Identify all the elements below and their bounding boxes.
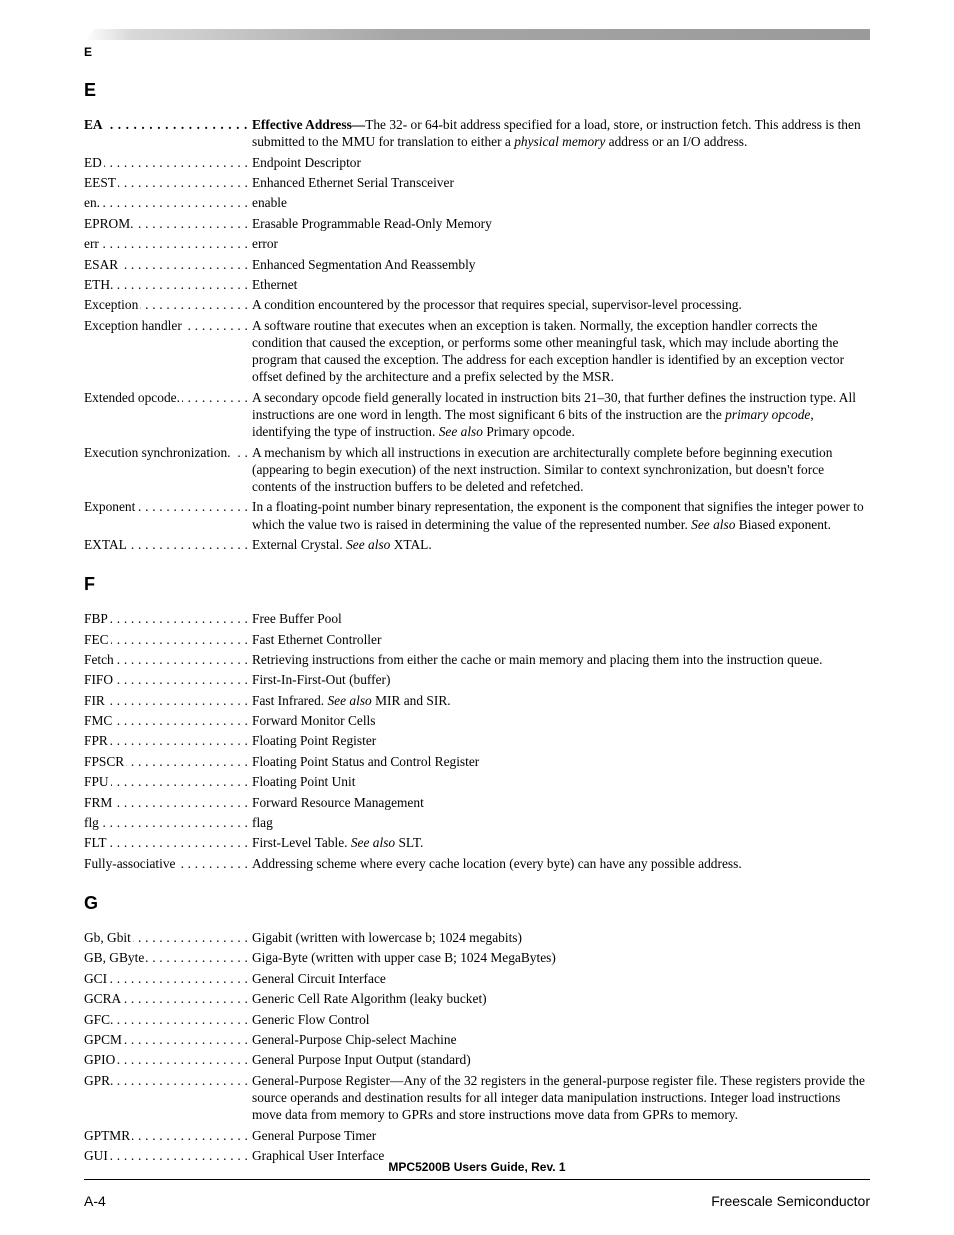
glossary-definition xyxy=(252,794,870,811)
glossary-term xyxy=(84,855,252,872)
glossary-entry xyxy=(84,651,870,668)
glossary-definition xyxy=(252,834,870,851)
glossary-definition xyxy=(252,610,870,627)
footer-rule xyxy=(84,1179,870,1180)
glossary-term-text: FPU xyxy=(84,774,109,790)
glossary-term xyxy=(84,671,252,688)
glossary-term-text: Exception handler xyxy=(84,317,182,333)
glossary-entry xyxy=(84,794,870,811)
glossary-term-text: flg xyxy=(84,815,99,831)
definition-emphasis: See also xyxy=(327,692,372,708)
definition-text: flag xyxy=(252,815,273,831)
glossary-term xyxy=(84,389,252,406)
glossary-term xyxy=(84,651,252,668)
definition-text: Free Buffer Pool xyxy=(252,611,342,627)
glossary-entry xyxy=(84,235,870,252)
definition-emphasis: See also xyxy=(438,424,483,440)
glossary-term xyxy=(84,256,252,273)
glossary-content xyxy=(84,78,870,1167)
glossary-term xyxy=(84,1051,252,1068)
glossary-section-g xyxy=(84,891,870,1164)
footer-company: Freescale Semiconductor xyxy=(711,1193,870,1209)
glossary-definition xyxy=(252,317,870,386)
glossary-term-text: GPR. xyxy=(84,1072,114,1088)
glossary-definition xyxy=(252,1011,870,1028)
glossary-entry xyxy=(84,256,870,273)
glossary-term xyxy=(84,194,252,211)
glossary-entry xyxy=(84,1072,870,1124)
glossary-entry xyxy=(84,116,870,150)
definition-emphasis: physical memory xyxy=(514,134,606,150)
glossary-term-text: GPCM xyxy=(84,1031,122,1047)
glossary-definition xyxy=(252,116,870,150)
glossary-definition xyxy=(252,174,870,191)
definition-text: SLT. xyxy=(395,835,424,851)
glossary-definition xyxy=(252,732,870,749)
definition-text: Ethernet xyxy=(252,276,298,292)
definition-text: Generic Flow Control xyxy=(252,1011,370,1027)
glossary-term xyxy=(84,116,252,133)
glossary-section-e xyxy=(84,78,870,553)
glossary-definition xyxy=(252,949,870,966)
glossary-entry xyxy=(84,154,870,171)
glossary-term-text: ESAR xyxy=(84,256,119,272)
glossary-section-f xyxy=(84,572,870,872)
glossary-term xyxy=(84,276,252,293)
definition-text: , identifying the type of instruction. xyxy=(252,406,814,440)
glossary-term-text: EPROM. xyxy=(84,215,134,231)
glossary-entry xyxy=(84,1051,870,1068)
definition-emphasis: primary opcode xyxy=(725,406,811,422)
definition-text: error xyxy=(252,236,279,252)
glossary-definition xyxy=(252,536,870,553)
glossary-entry xyxy=(84,671,870,688)
definition-text: A secondary opcode field generally located in instruction bits 21–30, that further defines the instruction type. All instructions are one word in length. The most significant 6 bits of the instruction are the xyxy=(252,389,856,422)
glossary-definition xyxy=(252,712,870,729)
glossary-definition xyxy=(252,1127,870,1144)
definition-text: address or an I/O address. xyxy=(605,134,748,150)
glossary-term-text: FIFO xyxy=(84,672,114,688)
glossary-entry xyxy=(84,814,870,831)
glossary-definition xyxy=(252,296,870,313)
glossary-term xyxy=(84,610,252,627)
glossary-term-text: GCI xyxy=(84,970,108,986)
glossary-term-text: GPIO xyxy=(84,1052,116,1068)
glossary-term xyxy=(84,990,252,1007)
glossary-definition xyxy=(252,498,870,532)
glossary-entry xyxy=(84,174,870,191)
glossary-term xyxy=(84,929,252,946)
glossary-entry xyxy=(84,773,870,790)
definition-text: Enhanced Ethernet Serial Transceiver xyxy=(252,174,454,190)
glossary-entry xyxy=(84,536,870,553)
glossary-term-text: FLT xyxy=(84,835,107,851)
glossary-entry xyxy=(84,194,870,211)
glossary-term-text: FPR xyxy=(84,733,108,749)
glossary-definition xyxy=(252,929,870,946)
glossary-term xyxy=(84,1072,252,1089)
definition-text: General Circuit Interface xyxy=(252,970,386,986)
running-head: E xyxy=(84,45,93,59)
glossary-definition xyxy=(252,215,870,232)
glossary-entry xyxy=(84,970,870,987)
glossary-term-text: EXTAL xyxy=(84,536,127,552)
glossary-definition xyxy=(252,1031,870,1048)
definition-text: Floating Point Unit xyxy=(252,774,356,790)
glossary-entry xyxy=(84,1011,870,1028)
glossary-term-text: GCRA xyxy=(84,991,122,1007)
definition-text: First-Level Table. xyxy=(252,835,351,851)
definition-text: Effective Address— xyxy=(252,117,366,132)
glossary-term xyxy=(84,215,252,232)
section-heading: F xyxy=(84,574,95,595)
glossary-term-text: ETH. xyxy=(84,276,114,292)
definition-text: Fast Ethernet Controller xyxy=(252,631,382,647)
glossary-definition xyxy=(252,154,870,171)
glossary-entry xyxy=(84,712,870,729)
glossary-entry xyxy=(84,276,870,293)
glossary-term-text: EEST xyxy=(84,174,116,190)
glossary-term xyxy=(84,970,252,987)
glossary-entry xyxy=(84,1127,870,1144)
glossary-term-text: Fetch xyxy=(84,651,114,667)
glossary-definition xyxy=(252,814,870,831)
glossary-definition xyxy=(252,444,870,496)
glossary-definition xyxy=(252,389,870,441)
glossary-term xyxy=(84,317,252,334)
glossary-term-text: EA xyxy=(84,117,103,132)
glossary-entry xyxy=(84,610,870,627)
glossary-term-text: FMC xyxy=(84,713,113,729)
glossary-definition xyxy=(252,692,870,709)
glossary-definition xyxy=(252,631,870,648)
glossary-definition xyxy=(252,753,870,770)
glossary-definition xyxy=(252,855,870,872)
definition-text: Erasable Programmable Read-Only Memory xyxy=(252,215,492,231)
glossary-entry xyxy=(84,732,870,749)
glossary-term xyxy=(84,235,252,252)
glossary-term-text: GPTMR xyxy=(84,1127,131,1143)
glossary-term-text: FBP xyxy=(84,611,108,627)
glossary-term-text: GB, GByte xyxy=(84,950,145,966)
glossary-term-text: Fully-associative xyxy=(84,855,176,871)
glossary-definition xyxy=(252,276,870,293)
definition-text: Floating Point Register xyxy=(252,733,377,749)
glossary-term xyxy=(84,794,252,811)
definition-text: Gigabit (written with lowercase b; 1024 megabits) xyxy=(252,930,522,945)
definition-text: Retrieving instructions from either the cache or main memory and placing them into the instruction queue. xyxy=(252,651,823,667)
glossary-definition xyxy=(252,256,870,273)
glossary-term-text: err xyxy=(84,236,99,252)
definition-emphasis: See also xyxy=(691,516,736,532)
glossary-entry xyxy=(84,215,870,232)
glossary-term xyxy=(84,444,252,461)
page-number: A-4 xyxy=(84,1193,106,1209)
glossary-term-text: FPSCR xyxy=(84,753,125,769)
glossary-term xyxy=(84,712,252,729)
definition-text: The 32- or 64-bit address specified for a load, store, or instruction fetch. This address is then submitted to the MMU for translation to either a xyxy=(252,117,861,150)
glossary-definition xyxy=(252,1072,870,1124)
definition-text: Forward Monitor Cells xyxy=(252,713,376,729)
definition-text: General Purpose Timer xyxy=(252,1127,377,1143)
definition-text: Floating Point Status and Control Register xyxy=(252,753,480,769)
definition-text: Enhanced Segmentation And Reassembly xyxy=(252,256,476,272)
glossary-entry xyxy=(84,834,870,851)
definition-text: General-Purpose Chip-select Machine xyxy=(252,1031,457,1047)
glossary-term xyxy=(84,692,252,709)
definition-text: Endpoint Descriptor xyxy=(252,154,361,170)
glossary-term-text: FEC xyxy=(84,631,109,647)
glossary-term xyxy=(84,631,252,648)
glossary-term-text: FIR xyxy=(84,692,105,708)
glossary-definition xyxy=(252,235,870,252)
glossary-definition xyxy=(252,1051,870,1068)
glossary-definition xyxy=(252,773,870,790)
definition-text: Generic Cell Rate Algorithm (leaky bucket) xyxy=(252,991,487,1007)
footer-document-title: MPC5200B Users Guide, Rev. 1 xyxy=(388,1160,566,1174)
glossary-term xyxy=(84,174,252,191)
glossary-term xyxy=(84,834,252,851)
definition-text: General Purpose Input Output (standard) xyxy=(252,1052,471,1068)
glossary-term-text: Execution synchronization. xyxy=(84,444,231,460)
glossary-entry xyxy=(84,296,870,313)
definition-text: First-In-First-Out (buffer) xyxy=(252,672,391,688)
glossary-entry xyxy=(84,929,870,946)
glossary-entry xyxy=(84,753,870,770)
definition-text: General-Purpose Register—Any of the 32 registers in the general-purpose register file. These registers provide the source operands and destination results for all integer data manipulation instructions. Integer load instructions move data from memory to GPRs and store instructions move data from GPRs to memory. xyxy=(252,1072,865,1123)
definition-text: A software routine that executes when an exception is taken. Normally, the exception handler corrects the condition that caused the exception, or performs some other meaningful task, which may include aborting the program that caused the exception. The address for each exception handler is identified by an exception vector offset defined by the architecture and a prefix selected by the MSR. xyxy=(252,317,845,385)
definition-text: MIR and SIR. xyxy=(371,692,451,708)
glossary-entry xyxy=(84,855,870,872)
glossary-term xyxy=(84,1031,252,1048)
glossary-term-text: Gb, Gbit xyxy=(84,930,131,945)
glossary-term xyxy=(84,814,252,831)
definition-text: Addressing scheme where every cache location (every byte) can have any possible address. xyxy=(252,855,742,871)
glossary-term xyxy=(84,1011,252,1028)
glossary-term xyxy=(84,1127,252,1144)
definition-text: Biased exponent. xyxy=(735,516,831,532)
definition-text: In a floating-point number binary representation, the exponent is the component that signifies the integer power to which the value two is raised in determining the value of the represented number. xyxy=(252,499,864,532)
glossary-entry xyxy=(84,692,870,709)
glossary-definition xyxy=(252,194,870,211)
glossary-term-text: en. xyxy=(84,195,100,211)
section-heading: G xyxy=(84,893,99,913)
glossary-term-text: GUI xyxy=(84,1147,108,1163)
glossary-term xyxy=(84,296,252,313)
glossary-definition xyxy=(252,651,870,668)
glossary-entry xyxy=(84,444,870,496)
definition-text: Fast Infrared. xyxy=(252,692,328,708)
glossary-definition xyxy=(252,970,870,987)
definition-emphasis: See also xyxy=(350,835,396,851)
definition-text: XTAL. xyxy=(390,536,432,552)
glossary-term xyxy=(84,498,252,515)
glossary-entry xyxy=(84,1031,870,1048)
definition-text: A mechanism by which all instructions in execution are architecturally complete before beginning execution (appearing to begin execution) of the next instruction. Similar to context synchronization, but doesn't force contents of the instruction buffers to be deleted and refetched. xyxy=(252,444,833,494)
glossary-term xyxy=(84,773,252,790)
definition-text: External Crystal. xyxy=(252,536,347,552)
section-heading: E xyxy=(84,80,97,100)
glossary-definition xyxy=(252,671,870,688)
glossary-term-text: FRM xyxy=(84,794,113,810)
definition-text: Forward Resource Management xyxy=(252,794,424,810)
glossary-term-text: Exception xyxy=(84,297,139,313)
glossary-term-text: Extended opcode. xyxy=(84,389,180,405)
glossary-term xyxy=(84,753,252,770)
glossary-entry xyxy=(84,317,870,386)
glossary-entry xyxy=(84,949,870,966)
glossary-entry xyxy=(84,389,870,441)
glossary-entry xyxy=(84,631,870,648)
definition-emphasis: See also xyxy=(346,536,391,552)
definition-text: Primary opcode. xyxy=(482,424,575,440)
definition-text: enable xyxy=(252,195,287,211)
header-bar xyxy=(84,29,870,40)
definition-text: A condition encountered by the processor that requires special, supervisor-level processing. xyxy=(252,297,742,313)
glossary-definition xyxy=(252,990,870,1007)
glossary-entry xyxy=(84,498,870,532)
glossary-term xyxy=(84,949,252,966)
glossary-term-text: Exponent xyxy=(84,499,136,515)
glossary-entry xyxy=(84,990,870,1007)
definition-text: Graphical User Interface xyxy=(252,1147,385,1163)
glossary-term-text: ED xyxy=(84,154,102,170)
glossary-term-text: GFC. xyxy=(84,1011,114,1027)
glossary-term xyxy=(84,536,252,553)
glossary-term xyxy=(84,154,252,171)
definition-text: Giga-Byte (written with upper case B; 1024 MegaBytes) xyxy=(252,950,556,966)
glossary-term xyxy=(84,732,252,749)
